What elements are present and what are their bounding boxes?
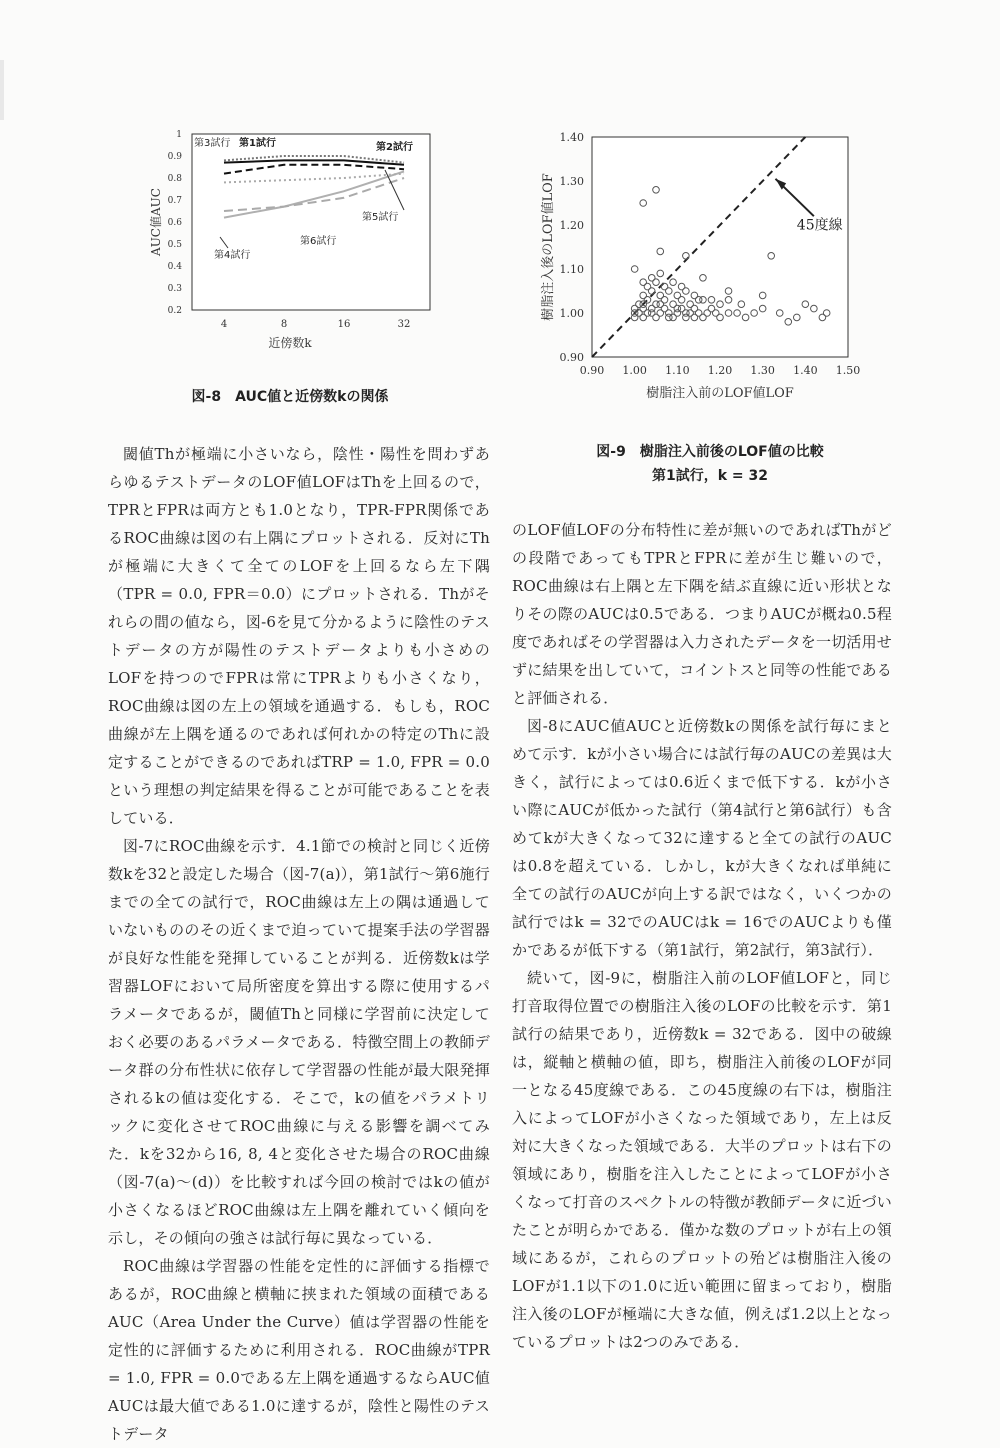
x-tick-label: 1.30 [750, 364, 775, 377]
x-tick-label: 0.90 [579, 364, 605, 377]
figure-8-chart [140, 120, 440, 360]
right-column-text [512, 516, 892, 1356]
y-tick-label: 1.40 [559, 131, 584, 144]
series-label: 第4試行 [214, 250, 251, 261]
x-axis-label: 近傍数k [268, 336, 312, 350]
annotation-label: 45度線 [796, 217, 843, 234]
y-tick-label: 0.6 [167, 218, 182, 228]
x-tick-label: 1.40 [793, 364, 818, 377]
x-tick-label: 4 [220, 319, 228, 330]
y-axis-label: 樹脂注入後のLOF値LOF [541, 173, 556, 321]
figure-9-caption-line1: 図-9 樹脂注入前後のLOF値の比較 [596, 444, 824, 460]
paragraph: のLOF値LOFの分布特性に差が無いのであればThがどの段階であってもTPRとFPRに差が生じ難いので，ROC曲線は右上隅と左下隅を結ぶ直線に近い形状となりその際のAUCは0.5である．つまりAUCが概ね0.5程度であればその学習器は入力されたデータを一切活用せずに結果を出していて，コイントスと同等の性能であると評価される． [512, 521, 893, 707]
series-label: 第3試行 [194, 138, 231, 149]
y-tick-label: 1.20 [559, 219, 584, 232]
paragraph: ROC曲線は学習器の性能を定性的に評価する指標であるが，ROC曲線と横軸に挟まれた領域の面積であるAUC（Area Under the Curve）値は学習器の性能を定性的に評価するために利用される．ROC曲線がTPR = 1.0, FPR = 0.0である左上隅を通過するならAUC値AUCは最大値である1.0に達するが，陰性と陽性のテストデータ [108, 1257, 490, 1443]
y-tick-label: 0.2 [167, 306, 182, 316]
paragraph: 図-7にROC曲線を示す．4.1節での検討と同じく近傍数kを32と設定した場合（図-7(a)），第1試行～第6施行までの全ての試行で，ROC曲線は左上の隅は通過していないもののその近くまで迫っていて提案手法の学習器が良好な性能を発揮していることが判る．近傍数kは学習器LOFにおいて局所密度を算出する際に使用するパラメータであるが，閾値Thと同様に学習前に決定しておく必要のあるパラメータである．特徴空間上の教師データ群の分布性状に依存して学習器の性能が最大限発揮されるkの値は変化する．そこで，kの値をパラメトリックに変化させてROC曲線に与える影響を調べてみた．kを32から16, 8, 4と変化させた場合のROC曲線（図-7(a)～(d)）を比較すれば今回の検討ではkの値が小さくなるほどROC曲線は左上隅を離れていく傾向を示し，その傾向の強さは試行毎に異なっている． [108, 837, 490, 1247]
series-label: 第5試行 [362, 212, 399, 223]
y-tick-label: 0.4 [167, 262, 182, 272]
figure-8-caption: 図-8 AUC値と近傍数kの関係 [191, 389, 389, 405]
series-label: 第2試行 [376, 142, 413, 153]
paragraph: 続いて，図-9に，樹脂注入前のLOF値LOFと，同じ打音取得位置での樹脂注入後のLOFの比較を示す．第1試行の結果であり，近傍数k = 32である．図中の破線は，縦軸と横軸の値，即ち，樹脂注入前後のLOFが同一となる45度線である．この45度線の右下は，樹脂注入によってLOFが小さくなった領域であり，左上は反対に大きくなった領域である．大半のプロットは右下の領域にあり，樹脂を注入したことによってLOFが小さくなって打音のスペクトルの特徴が教師データに近づいたことが明らかである．僅かな数のプロットが右上の領域にあるが，これらのプロットの殆どは樹脂注入後のLOFが1.1以下の1.0に近い範囲に留まっており，樹脂注入後のLOFが極端に大きな値，例えば1.2以上となっているプロットは2つのみである． [512, 969, 893, 1351]
y-axis-label: AUC値AUC [149, 188, 163, 256]
plot-frame [592, 137, 848, 357]
paragraph: 閾値Thが極端に小さいなら，陰性・陽性を問わずあらゆるテストデータのLOF値LOFはThを上回るので，TPRとFPRは両方とも1.0となり，TPR-FPR関係であるROC曲線は図の右上隅にプロットされる．反対にThが極端に大きくて全てのLOFを上回るなら左下隅（TPR = 0.0, FPR＝0.0）にプロットされる．Thがそれらの間の値なら，図-6を見て分かるように陰性のテストデータの方が陽性のテストデータよりも小さめのLOFを持つのでFPRは常にTPRよりも小さくなり，ROC曲線は図の左上の領域を通過する．もしも，ROC曲線が左上隅を通るのであれば何れかの特定のThに設定することができるのであればTRP = 1.0, FPR = 0.0という理想の判定結果を得ることが可能であることを表している． [108, 445, 490, 827]
series-label: 第1試行 [239, 138, 276, 149]
y-tick-label: 1.10 [559, 263, 584, 276]
x-tick-label: 1.00 [622, 364, 647, 377]
x-axis-label: 樹脂注入前のLOF値LOF [646, 386, 794, 401]
x-tick-label: 1.10 [665, 364, 690, 377]
x-tick-label: 1.20 [707, 364, 733, 377]
series-label: 第6試行 [300, 236, 337, 247]
scan-edge-mark [0, 60, 4, 120]
figure-9-caption-line2: 第1試行，k = 32 [651, 468, 768, 484]
y-tick-label: 0.7 [167, 196, 182, 206]
x-tick-label: 16 [337, 319, 351, 330]
figure-9-caption [530, 440, 890, 488]
figure-9-svg [530, 125, 890, 415]
y-tick-label: 0.5 [167, 240, 182, 250]
y-tick-label: 0.3 [167, 284, 182, 294]
x-tick-label: 1.50 [835, 364, 861, 377]
left-column-text [108, 440, 490, 1448]
x-tick-label: 8 [280, 319, 288, 330]
y-tick-label: 1.30 [559, 175, 584, 188]
figure-9-chart [530, 125, 890, 415]
y-tick-label: 0.90 [559, 351, 584, 364]
figure-8-svg [140, 120, 440, 360]
y-tick-label: 0.8 [167, 174, 182, 184]
x-tick-label: 32 [397, 319, 411, 330]
y-tick-label: 1.00 [559, 307, 584, 320]
y-tick-label: 1 [176, 130, 182, 140]
paragraph: 図-8にAUC値AUCと近傍数kの関係を試行毎にまとめて示す．kが小さい場合には試行毎のAUCの差異は大きく，試行によっては0.6近くまで低下する．kが小さい際にAUCが低かった試行（第4試行と第6試行）も含めてkが大きくなって32に達すると全ての試行のAUCは0.8を超えている．しかし，kが大きくなれば単純に全ての試行のAUCが向上する訳ではなく，いくつかの試行ではk = 32でのAUCはk = 16でのAUCよりも僅かであるが低下する（第1試行，第2試行，第3試行）． [512, 717, 892, 959]
y-tick-label: 0.9 [167, 152, 182, 162]
